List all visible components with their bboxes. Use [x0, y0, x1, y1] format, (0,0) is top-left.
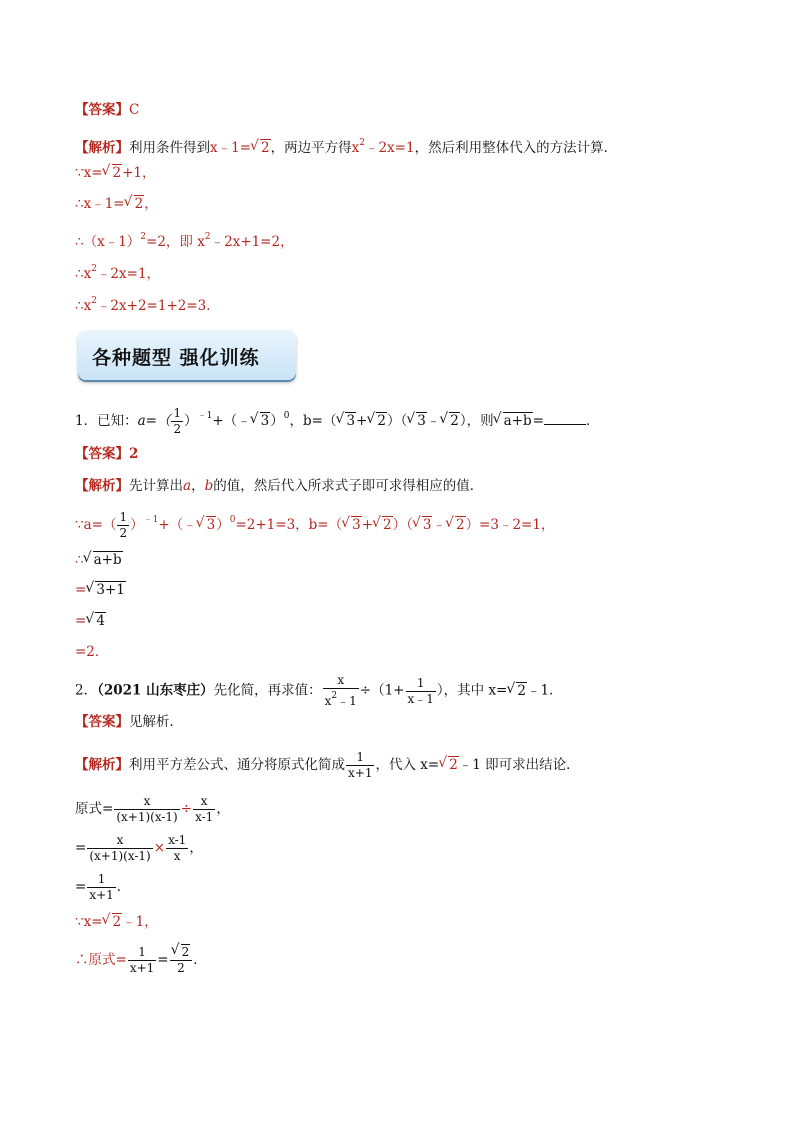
sqrt-expr: √ a+b — [84, 551, 123, 569]
sqrt-expr: √ 2 — [440, 412, 460, 430]
answer-value: C — [129, 102, 140, 118]
sqrt-expr: √ 3+1 — [86, 581, 126, 599]
q2-answer: 【答案】见解析． — [75, 714, 183, 730]
fraction: $\frac{x}{x-1}$ — [195, 794, 214, 824]
q2-step-1: 原式= $\frac{x}{(x+1)(x-1)}$ ÷ $\frac{x}{x-1}$ ， — [75, 794, 230, 824]
q2-step-2: = $\frac{x}{(x+1)(x-1)}$ × $\frac{x-1}{x}$ ， — [75, 833, 203, 863]
q1-answer: 【答案】2 — [75, 446, 139, 462]
fraction: √ $\frac{2}{2}$ — [170, 945, 193, 976]
q2-step-4: ∵x=√ 2﹣1， — [75, 913, 158, 931]
analysis-expr: x — [351, 140, 360, 156]
q1-step-5: =2． — [75, 644, 109, 660]
q1-step-1: ∵a=（ $\frac{1}{2}$ ）$^{﹣1}$+（﹣√ 3）$^0$=2+1=3，b=（√ 3+√ 2）（√ 3﹣√ 2）=3﹣2=1， — [75, 510, 554, 541]
analysis-line — [75, 134, 617, 157]
analysis-tag: 【解析】 — [75, 140, 129, 156]
answer-tag: 【答案】 — [75, 102, 129, 118]
step-line: ∴（x﹣1）$^2$=2，即 $x^2﹣2x+1=2$， — [75, 232, 294, 250]
fraction: $\frac{x}{x^2﹣1}$ — [324, 673, 357, 708]
q2-step-5: ∴原式= $\frac{1}{x+1}$ = √ $\frac{2}{2}$ ． — [75, 945, 207, 976]
fraction: $\frac{x}{(x+1)(x-1)}$ — [116, 794, 178, 824]
fraction: $\frac{x-1}{x}$ — [168, 833, 187, 863]
answer-blank[interactable] — [544, 412, 586, 425]
sqrt-expr: √ 2 — [507, 682, 527, 700]
sqrt-expr: √ 2 — [373, 516, 393, 534]
section-banner — [78, 330, 296, 380]
analysis-text: 利用条件得到 — [129, 140, 210, 156]
question-2: 2．（2021 山东枣庄）先化简，再求值： $\frac{x}{x^2﹣1}$ ÷（1+ $\frac{1}{x﹣1}$ ），其中 x=√ 2﹣1． — [75, 673, 563, 709]
step-line: $\therefore x^2﹣2x+2=1+2=3$． — [75, 296, 220, 314]
sqrt-expr: √ 3 — [413, 516, 433, 534]
exponent: 2 — [359, 138, 365, 148]
sqrt-expr: √ 4 — [86, 612, 106, 630]
analysis-text: ，然后利用整体代入的方法计算． — [414, 140, 618, 156]
step-line: ∵x=√ 2+1， — [75, 164, 156, 182]
analysis-expr: x﹣1= — [210, 140, 252, 156]
sqrt-expr: √ 3 — [407, 412, 427, 430]
sqrt-expr: √ 3 — [342, 516, 362, 534]
sqrt-expr: √ 3 — [251, 412, 271, 430]
fraction: $\frac{1}{x+1}$ — [129, 945, 155, 975]
fraction: $\frac{1}{2}$ — [173, 406, 182, 436]
q1-step-2: ∴√ a+b — [75, 551, 123, 569]
q1-analysis: 【解析】先计算出a，b的值，然后代入所求式子即可求得相应的值． — [75, 478, 484, 494]
fraction: $\frac{1}{2}$ — [119, 510, 128, 540]
section-title: 各种题型 强化训练 — [92, 347, 260, 369]
question-1: 1．已知：a=（ $\frac{1}{2}$ ）$^{﹣1}$+（﹣√ 3）$^0$，b=（√ 3+√ 2）（√ 3﹣√ 2），则√ a+b= ． — [75, 406, 599, 437]
q1-step-4: =√ 4 — [75, 612, 106, 630]
sqrt-expr: √ a+b — [494, 412, 533, 430]
analysis-text: ，两边平方得 — [270, 140, 352, 156]
sqrt-expr: √ 2 — [367, 412, 387, 430]
sqrt-expr: √ 2 — [446, 516, 466, 534]
q1-step-3: =√ 3+1 — [75, 581, 126, 599]
step-line: $\therefore x^2﹣2x=1$， — [75, 264, 161, 282]
fraction: $\frac{1}{x+1}$ — [348, 750, 373, 780]
sqrt-expr: √ 3 — [197, 516, 217, 534]
analysis-expr: ﹣2x=1 — [364, 140, 415, 156]
q2-step-3: = $\frac{1}{x+1}$ ． — [75, 872, 131, 902]
answer-line-c — [75, 101, 139, 119]
sqrt-expr: √ 2 — [125, 195, 145, 213]
fraction: $\frac{1}{x+1}$ — [89, 872, 114, 902]
fraction: $\frac{1}{x﹣1}$ — [407, 675, 434, 706]
sqrt-expr: √ 3 — [336, 412, 356, 430]
sqrt-expr: √ 2 — [103, 913, 123, 931]
step-line: ∴x﹣1=√ 2， — [75, 195, 158, 213]
sqrt-expr: √ 2 — [439, 756, 459, 774]
fraction: $\frac{x}{(x+1)(x-1)}$ — [89, 833, 151, 863]
sqrt-expr: √ 2 — [251, 139, 271, 157]
q2-analysis: 【解析】利用平方差公式、通分将原式化简成 $\frac{1}{x+1}$ ，代入 x=√ 2﹣1 即可求出结论． — [75, 750, 580, 781]
sqrt-expr: √ 2 — [103, 164, 123, 182]
